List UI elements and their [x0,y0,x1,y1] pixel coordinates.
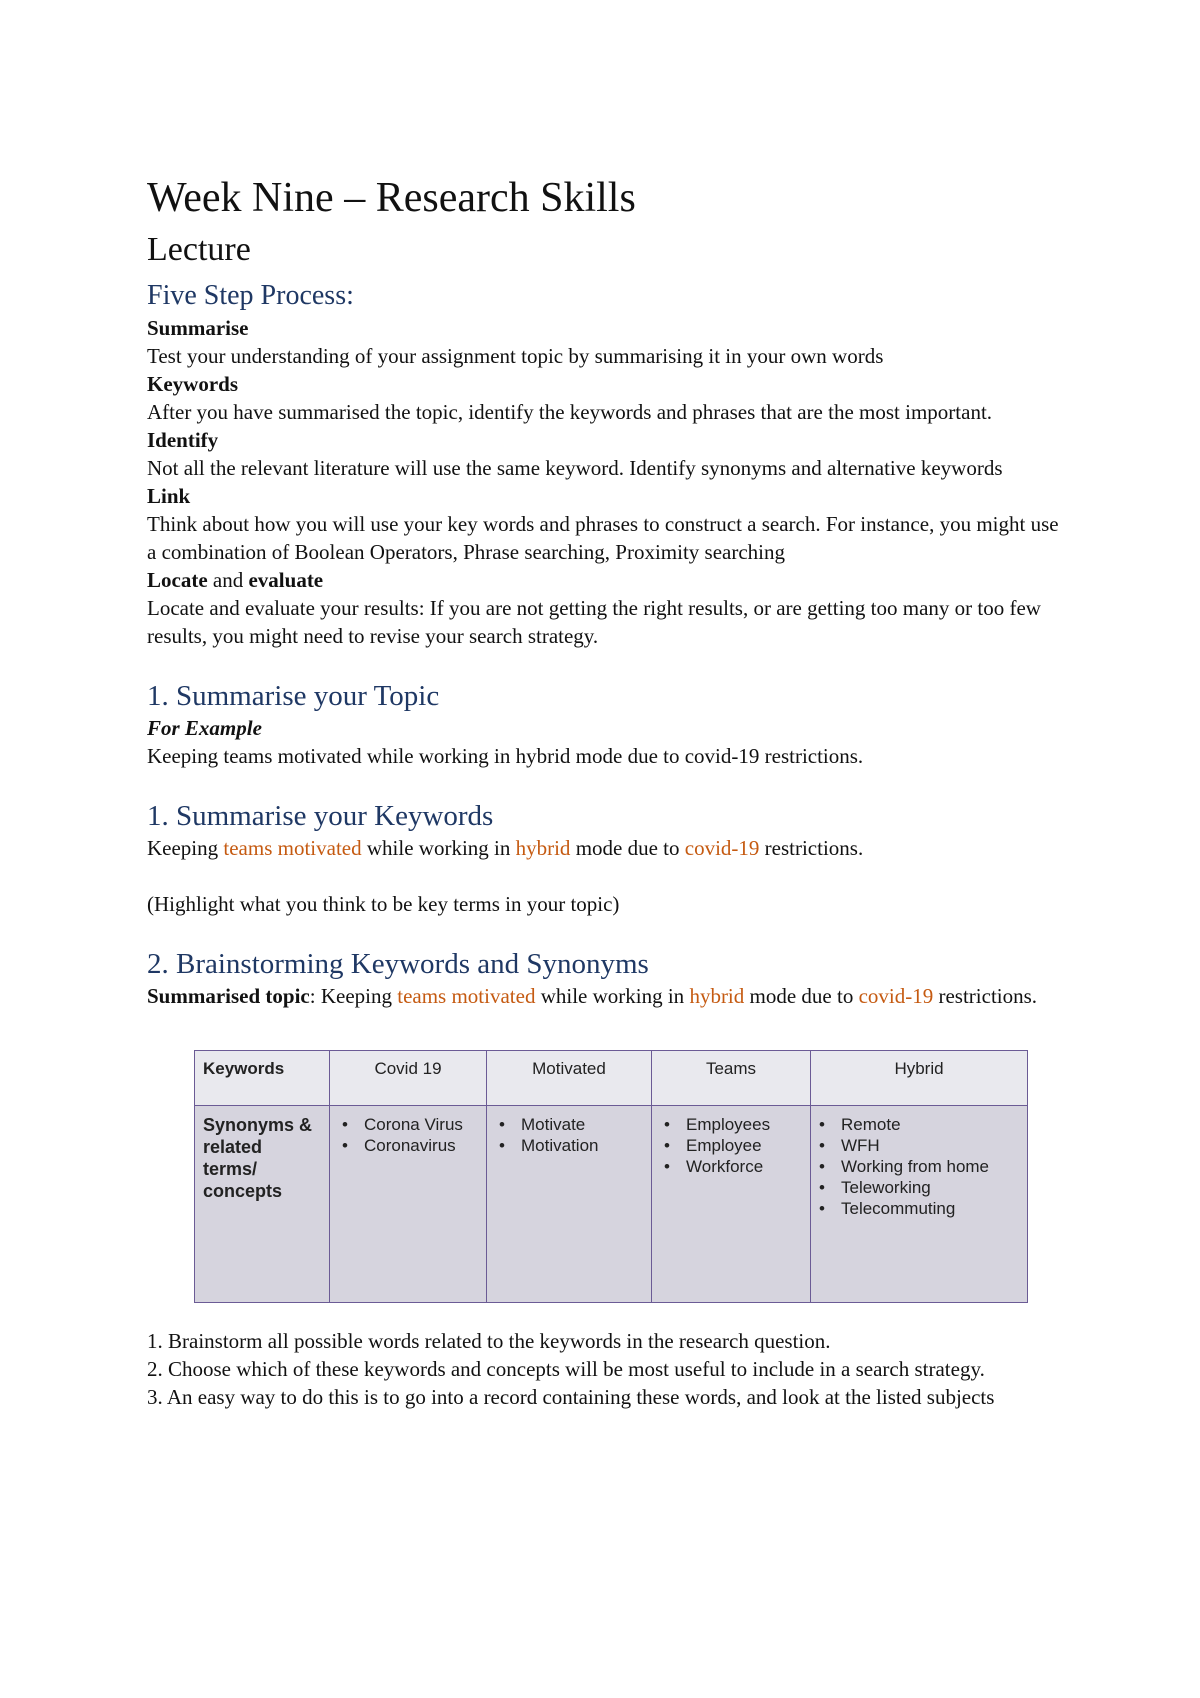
synonym-cell [487,1106,652,1303]
synonym-item: • Remote [815,1114,1019,1135]
synonyms-row-label: Synonyms & related terms/ concepts [195,1106,330,1303]
for-example-label: For Example [147,716,262,740]
synonym-item: • Telecommuting [815,1198,1019,1219]
brainstorm-note-3: 3. An easy way to do this is to go into a record containing these words, and look at the listed subjects [147,1385,995,1409]
highlight-note: (Highlight what you think to be key terms in your topic) [147,892,620,916]
highlight-keyword: hybrid [515,836,571,860]
brainstorm-note-1: 1. Brainstorm all possible words related to the keywords in the research question. [147,1329,831,1353]
highlight-keyword: covid-19 [858,984,934,1008]
sentence-text: : Keeping [309,984,398,1008]
keywords-sentence [147,834,1067,862]
section1-heading: 1. Summarise your Topic [147,680,440,712]
keywords-row [195,1051,1028,1106]
sentence-text: while working in [535,984,690,1008]
synonym-cell [652,1106,811,1303]
highlight-keyword: teams motivated [397,984,536,1008]
synonym-cell [330,1106,487,1303]
step-label-link: Link [147,484,191,508]
keyword-cell: Covid 19 [330,1051,487,1106]
document-page [147,172,1067,1411]
step-label-locate: Locate [147,568,208,592]
synonyms-row [195,1106,1028,1303]
step-label-and: and [207,568,249,592]
synonym-item: • Employee [660,1135,802,1156]
keyword-cell: Motivated [487,1051,652,1106]
sentence-text: mode due to [570,836,685,860]
page-title: Week Nine – Research Skills [147,175,636,221]
step-label-identify: Identify [147,428,219,452]
keywords-table [194,1050,1028,1303]
highlight-keyword: covid-19 [684,836,760,860]
step-text-identify: Not all the relevant literature will use the same keyword. Identify synonyms and alternative keywords [147,456,1003,480]
step-label-summarise: Summarise [147,316,249,340]
synonym-item: • Employees [660,1114,802,1135]
step-text-summarise: Test your understanding of your assignment topic by summarising it in your own words [147,344,884,368]
highlight-keyword: hybrid [689,984,745,1008]
summarised-topic-label: Summarised topic [147,984,310,1008]
page-subtitle: Lecture [147,231,251,268]
synonym-item: • WFH [815,1135,1019,1156]
keyword-cell: Teams [652,1051,811,1106]
synonym-item: • Workforce [660,1156,802,1177]
keywords-row-label: Keywords [195,1051,330,1106]
sentence-text: mode due to [744,984,859,1008]
synonym-item: • Motivation [495,1135,643,1156]
sentence-text: while working in [361,836,516,860]
summarised-topic [147,982,1067,1010]
sentence-text: restrictions. [759,836,864,860]
synonym-item: • Teleworking [815,1177,1019,1198]
step-text-keywords: After you have summarised the topic, identify the keywords and phrases that are the most important. [147,400,993,424]
keyword-cell: Hybrid [811,1051,1028,1106]
five-step-heading: Five Step Process: [147,280,354,311]
step-label-keywords: Keywords [147,372,238,396]
example-text: Keeping teams motivated while working in hybrid mode due to covid-19 restrictions. [147,744,864,768]
sentence-text: Keeping [147,836,224,860]
section2-heading: 2. Brainstorming Keywords and Synonyms [147,948,649,980]
highlight-keyword: teams motivated [223,836,362,860]
synonym-item: • Motivate [495,1114,643,1135]
step-label-locate-evaluate [147,566,1067,594]
step-label-evaluate: evaluate [248,568,324,592]
sentence-text: restrictions. [933,984,1038,1008]
synonym-item: • Coronavirus [338,1135,478,1156]
synonym-cell [811,1106,1028,1303]
brainstorm-note-2: 2. Choose which of these keywords and concepts will be most useful to include in a search strategy. [147,1357,985,1381]
section1b-heading: 1. Summarise your Keywords [147,800,494,832]
step-text-link: Think about how you will use your key words and phrases to construct a search. For instance, you might use a combination of Boolean Operators, Phrase searching, Proximity searching [147,512,1059,564]
synonym-item: • Corona Virus [338,1114,478,1135]
step-text-locate-evaluate: Locate and evaluate your results: If you are not getting the right results, or are getting too many or too few results, you might need to revise your search strategy. [147,596,1041,648]
synonym-item: • Working from home [815,1156,1019,1177]
